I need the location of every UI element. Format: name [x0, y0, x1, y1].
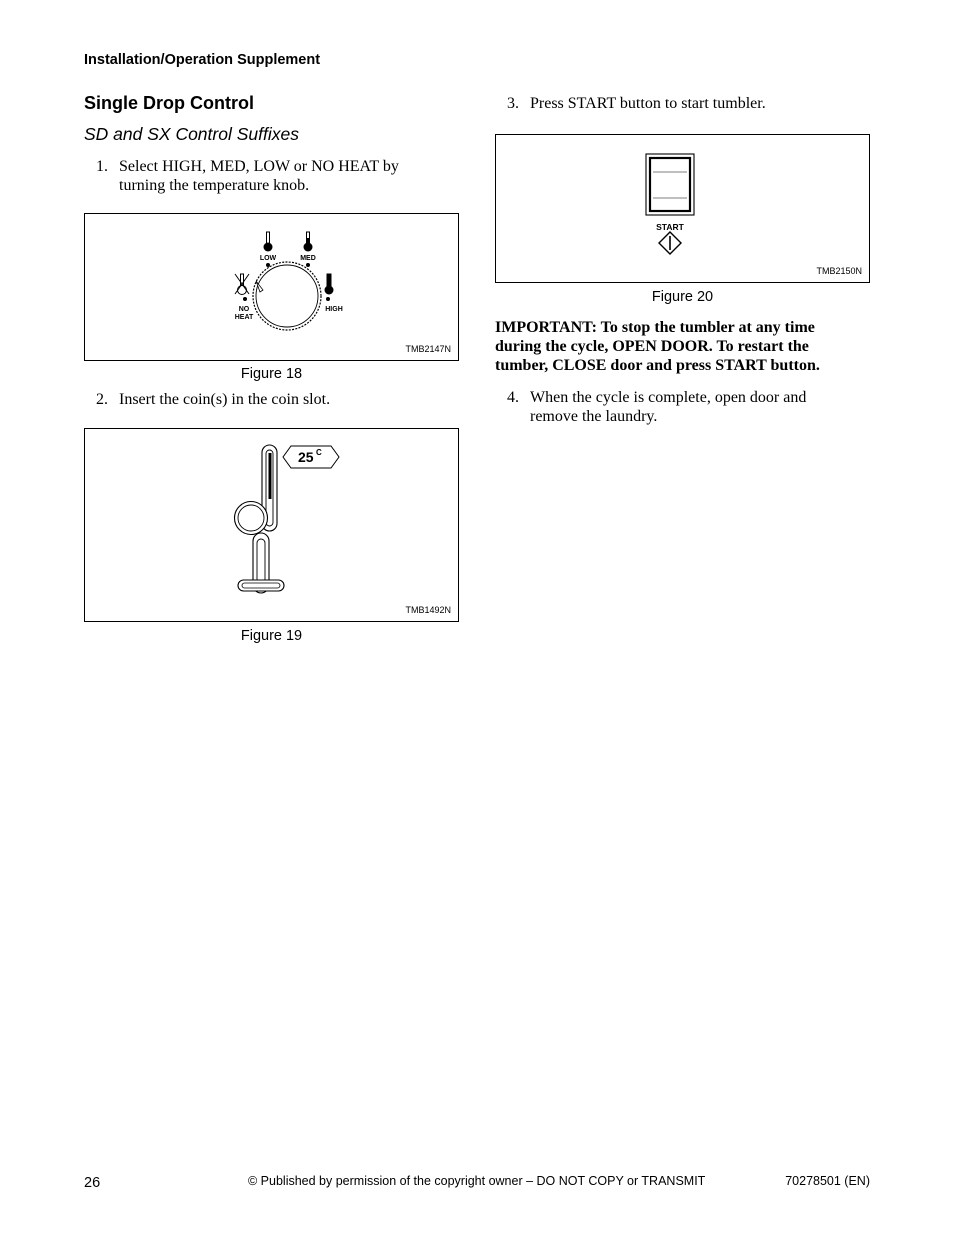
running-header: Installation/Operation Supplement [84, 52, 321, 68]
step-text: Select HIGH, MED, LOW or NO HEAT by turning the temperature knob. [119, 158, 399, 194]
low-label: LOW [259, 255, 277, 262]
med-indicator-dot [306, 263, 310, 267]
coin-price-tag [283, 446, 339, 468]
med-label: MED [300, 255, 316, 262]
high-indicator-dot [326, 297, 330, 301]
no-label: NO [238, 306, 250, 313]
no-heat-indicator-dot [243, 297, 247, 301]
start-button-illustration [496, 135, 869, 282]
page-number: 26 [84, 1175, 101, 1191]
section-title: Single Drop Control [84, 93, 254, 113]
high-label: HIGH [325, 306, 343, 313]
figure-code: TMB2147N [405, 344, 451, 354]
step-number: 3. [507, 95, 519, 112]
figure-20-caption: Figure 20 [651, 289, 714, 305]
step-4 [507, 388, 867, 428]
temperature-knob[interactable] [253, 262, 321, 330]
heat-label: HEAT [234, 314, 254, 321]
copyright-notice: © Published by permission of the copyright owner – DO NOT COPY or TRANSMIT [248, 1174, 706, 1188]
coin-price-unit: C [316, 448, 322, 457]
step-number: 1. [96, 158, 108, 175]
low-indicator-dot [266, 263, 270, 267]
figure-19-box [84, 428, 459, 622]
start-button[interactable] [646, 154, 694, 215]
figure-19-caption: Figure 19 [240, 628, 303, 644]
coin-slide-handle[interactable] [238, 533, 284, 593]
step-3 [507, 94, 867, 114]
coin-price-value: 25 [298, 449, 314, 465]
no-heat-crossed-thermometer-icon [235, 274, 249, 295]
subsection-title: SD and SX Control Suffixes [84, 124, 299, 144]
step-text: Insert the coin(s) in the coin slot. [119, 391, 331, 408]
coin-slot-illustration [85, 429, 458, 621]
figure-18-box [84, 213, 459, 361]
step-number: 2. [96, 391, 108, 408]
step-number: 4. [507, 389, 519, 406]
figure-18-caption: Figure 18 [240, 366, 303, 382]
step-text: Press START button to start tumbler. [530, 95, 766, 112]
step-text: When the cycle is complete, open door and remove the laundry. [530, 389, 807, 425]
low-thermometer-icon [264, 232, 273, 252]
step-1 [96, 157, 456, 197]
coin-return-knob[interactable] [235, 502, 268, 535]
figure-code: TMB1492N [405, 605, 451, 615]
step-2 [96, 390, 456, 410]
med-thermometer-icon [304, 232, 313, 252]
temperature-knob-illustration [85, 214, 458, 360]
important-notice: IMPORTANT: To stop the tumbler at any time during the cycle, OPEN DOOR. To restart the tumber, CLOSE door and press START button. [495, 319, 820, 374]
start-label: START [656, 222, 684, 232]
figure-20-box [495, 134, 870, 283]
high-thermometer-icon [325, 274, 334, 295]
document-id: 70278501 (EN) [785, 1174, 870, 1188]
start-symbol-icon [659, 232, 681, 254]
figure-code: TMB2150N [816, 266, 862, 276]
